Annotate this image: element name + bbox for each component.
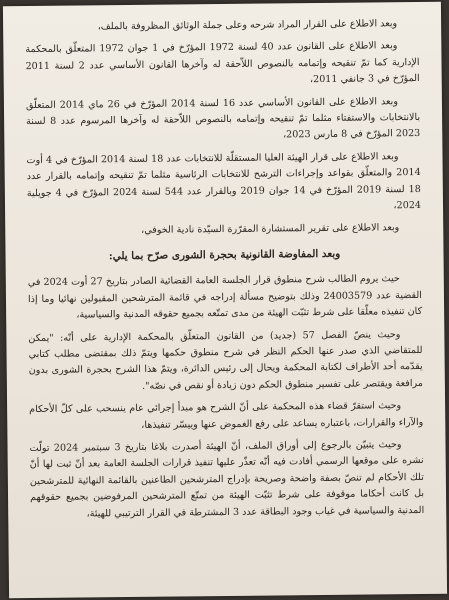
paragraph-preamble-2: وبعد الاطلاع على القانون عدد 40 لسنة 1972 المؤرّخ في 1 جوان 1972 المتعلّق بالمحكمة الإدارية كما تمّ تنقيحه وإتمامه بالنصوص اللاّحقة له وآخرها القانون الأساسي عدد 2 لسنة 2011 المؤرّخ في 3 جانفي 2011، bbox=[25, 40, 420, 86]
paragraph-body-1: حيث يروم الطالب شرح منطوق قرار الجلسة العامة القضائية الصادر بتاريخ 27 أوت 2024 في القضية عدد 24003579 وذلك بتوضيح مسألة إدراجه في قائمة المترشحين المقبولين نهائيا وما إذا كان تنفيذه معلّقا على شرط تثبّت الهيئة من مدى تمتّعه بجميع حقوقه المدنية والسياسية، bbox=[27, 273, 423, 321]
paragraph-preamble-1: وبعد الاطلاع على القرار المراد شرحه وعلى جملة الوثائق المظروفة بالملف، bbox=[97, 18, 398, 33]
paragraph-body-2: وحيث ينصّ الفصل 57 (جديد) من القانون المتعلّق بالمحكمة الإدارية على أنّه: "يمكن للمتقاضي الذي صدر عنها الحكم النظر في شرح منطوق حكمها ويتمّ ذلك بمقتضى مطلب كتابي يقدّمه أحد الأطراف لكتابة المحكمة ويحال إلى رئيس الدائرة، ويتمّ هذا الشرح بحجرة الشورى بدون مرافعة ويقتصر على تفسير منطوق الحكم دون زيادة أو نقص في نصّه". bbox=[28, 328, 423, 392]
scanned-page bbox=[3, 2, 447, 599]
paragraph-preamble-5: وبعد الاطلاع على تقرير المستشارة المقرّرة السيّدة نادية الخوفي، bbox=[141, 222, 400, 237]
paragraph-preamble-4: وبعد الاطلاع على قرار الهيئة العليا المستقلّة للانتخابات عدد 18 لسنة 2014 المؤرّخ في 4 أوت 2014 والمتعلّق بقواعد وإجراءات الترشح للانتخابات الرئاسية مثلما تمّ تنقيحه وإتمامه بالقرار عدد 18 لسنة 2019 المؤرّخ في 14 جوان 2019 وبالقرار عدد 544 لسنة 2024 المؤرّخ في 4 جويلية 2024، bbox=[26, 151, 422, 212]
section-heading: وبعد المفاوضة القانونية بحجرة الشورى صرّح بما يلي: bbox=[108, 247, 341, 263]
paragraph-body-3: وحيث استقرّ قضاء هذه المحكمة على أنّ الشرح هو مبدأ إجرائي عام ينسحب على كلّ الأحكام والآراء والقرارات، باعتباره يساعد على رفع الغموض عنها وييسّر تنفيذها، bbox=[29, 400, 424, 431]
paragraph-body-4: وحيث يتبيّن بالرجوع إلى أوراق الملف، أنّ الهيئة أصدرت بلاغا بتاريخ 3 سبتمبر 2024 تولّت نشره على موقعها الرسمي أفادت فيه أنّه تعذّر عليها تنفيذ قرارات الجلسة العامة بعد أنّ ثبت لها أنّ تلك الأحكام لم تنصّ بصفة واضحة وصريحة بإدراج المترشحين الطاعنين بالقائمة النهائية للمترشحين بل كانت أحكاما موقوفة على شرط تثبّت الهيئة من تمتّع المترشحين المرفوضين بجميع حقوقهم المدنية والسياسية في غياب وجود البطاقة عدد 3 المشترطة في القرار الترتيبي للهيئة، bbox=[29, 439, 425, 520]
document-body bbox=[3, 2, 446, 524]
paragraph-preamble-3: وبعد الاطلاع على القانون الأساسي عدد 16 لسنة 2014 المؤرّخ في 26 ماي 2014 المتعلّق بالانتخابات والاستفتاء مثلما تمّ تنقيحه وإتمامه بالنصوص اللاّحقة له وآخرها المرسوم عدد 8 لسنة 2023 المؤرّخ في 8 مارس 2023، bbox=[25, 95, 421, 141]
